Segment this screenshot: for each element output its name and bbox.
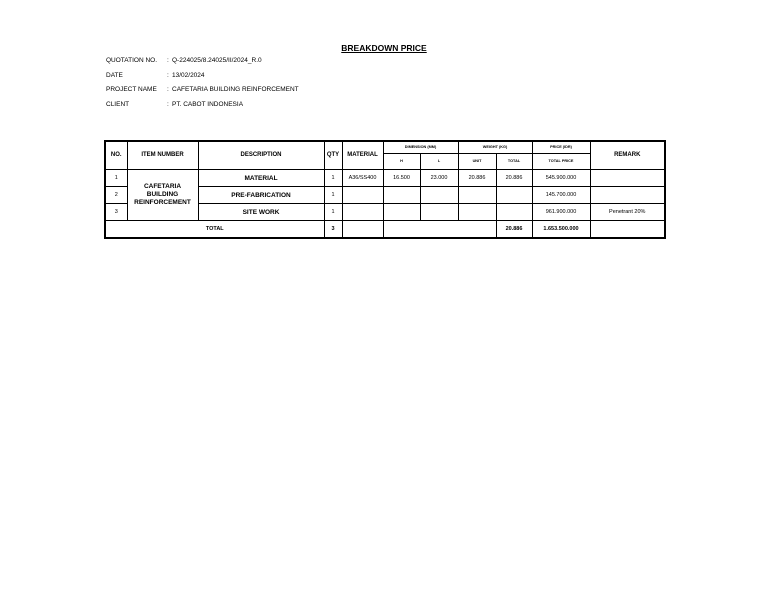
header-remark: REMARK (590, 141, 665, 170)
date-label: DATE (106, 71, 123, 79)
row-dim-h (383, 187, 420, 204)
row-dim-l (420, 204, 458, 221)
header-dim-h: H (383, 154, 420, 170)
header-no: NO. (105, 141, 127, 170)
header-weight-total: TOTAL (496, 154, 532, 170)
total-label: TOTAL (105, 221, 324, 239)
client-label: CLIENT (106, 100, 130, 108)
row-dim-l: 23.000 (420, 170, 458, 187)
row-price: 961.900.000 (532, 204, 590, 221)
row-remark: Penetrant 20% (590, 204, 665, 221)
header-qty: QTY (324, 141, 342, 170)
header-description: DESCRIPTION (198, 141, 324, 170)
colon: : (167, 86, 169, 93)
page-title: BREAKDOWN PRICE (341, 43, 427, 53)
total-price: 1.653.500.000 (532, 221, 590, 239)
row-description: SITE WORK (198, 204, 324, 221)
row-weight-total: 20.886 (496, 170, 532, 187)
project-label: PROJECT NAME (106, 86, 157, 93)
row-weight-unit (458, 187, 496, 204)
colon: : (167, 71, 169, 79)
quotation-value: Q-224025/8.24025/II/2024_R.0 (172, 57, 262, 64)
row-price: 545.900.000 (532, 170, 590, 187)
row-qty: 1 (324, 204, 342, 221)
row-qty: 1 (324, 187, 342, 204)
header-item-number: ITEM NUMBER (127, 141, 198, 170)
colon: : (167, 100, 169, 108)
row-no: 2 (105, 187, 127, 204)
row-no: 3 (105, 204, 127, 221)
row-dim-h: 16.500 (383, 170, 420, 187)
row-material (342, 204, 383, 221)
row-price: 145.700.000 (532, 187, 590, 204)
colon: : (167, 57, 169, 64)
row-dim-h (383, 204, 420, 221)
header-row-1 (105, 141, 665, 154)
row-weight-total (496, 204, 532, 221)
table-row (105, 170, 665, 187)
row-material (342, 187, 383, 204)
total-qty: 3 (324, 221, 342, 239)
row-description: MATERIAL (198, 170, 324, 187)
item-name: CAFETARIA BUILDING REINFORCEMENT (127, 170, 198, 221)
header-dim-l: L (420, 154, 458, 170)
date-value: 13/02/2024 (172, 71, 205, 79)
total-row (105, 221, 665, 239)
row-dim-l (420, 187, 458, 204)
project-value: CAFETARIA BUILDING REINFORCEMENT (172, 86, 299, 93)
header-dimension: DIMENSION (MM) (383, 141, 458, 154)
row-qty: 1 (324, 170, 342, 187)
client-value: PT. CABOT INDONESIA (172, 100, 244, 108)
header-total-price: TOTAL PRICE (532, 154, 590, 170)
total-weight: 20.886 (496, 221, 532, 239)
row-remark (590, 170, 665, 187)
header-weight: WEIGHT (KG) (458, 141, 532, 154)
total-material-empty (342, 221, 383, 239)
row-material: A36/SS400 (342, 170, 383, 187)
row-weight-unit: 20.886 (458, 170, 496, 187)
total-remark-empty (590, 221, 665, 239)
row-weight-total (496, 187, 532, 204)
header-weight-unit: UNIT (458, 154, 496, 170)
row-description: PRE-FABRICATION (198, 187, 324, 204)
total-empty-span (383, 221, 496, 239)
header-material: MATERIAL (342, 141, 383, 170)
breakdown-table (104, 140, 666, 239)
quotation-label: QUOTATION NO. (106, 57, 158, 64)
row-remark (590, 187, 665, 204)
header-price: PRICE (IDR) (532, 141, 590, 154)
row-weight-unit (458, 204, 496, 221)
row-no: 1 (105, 170, 127, 187)
